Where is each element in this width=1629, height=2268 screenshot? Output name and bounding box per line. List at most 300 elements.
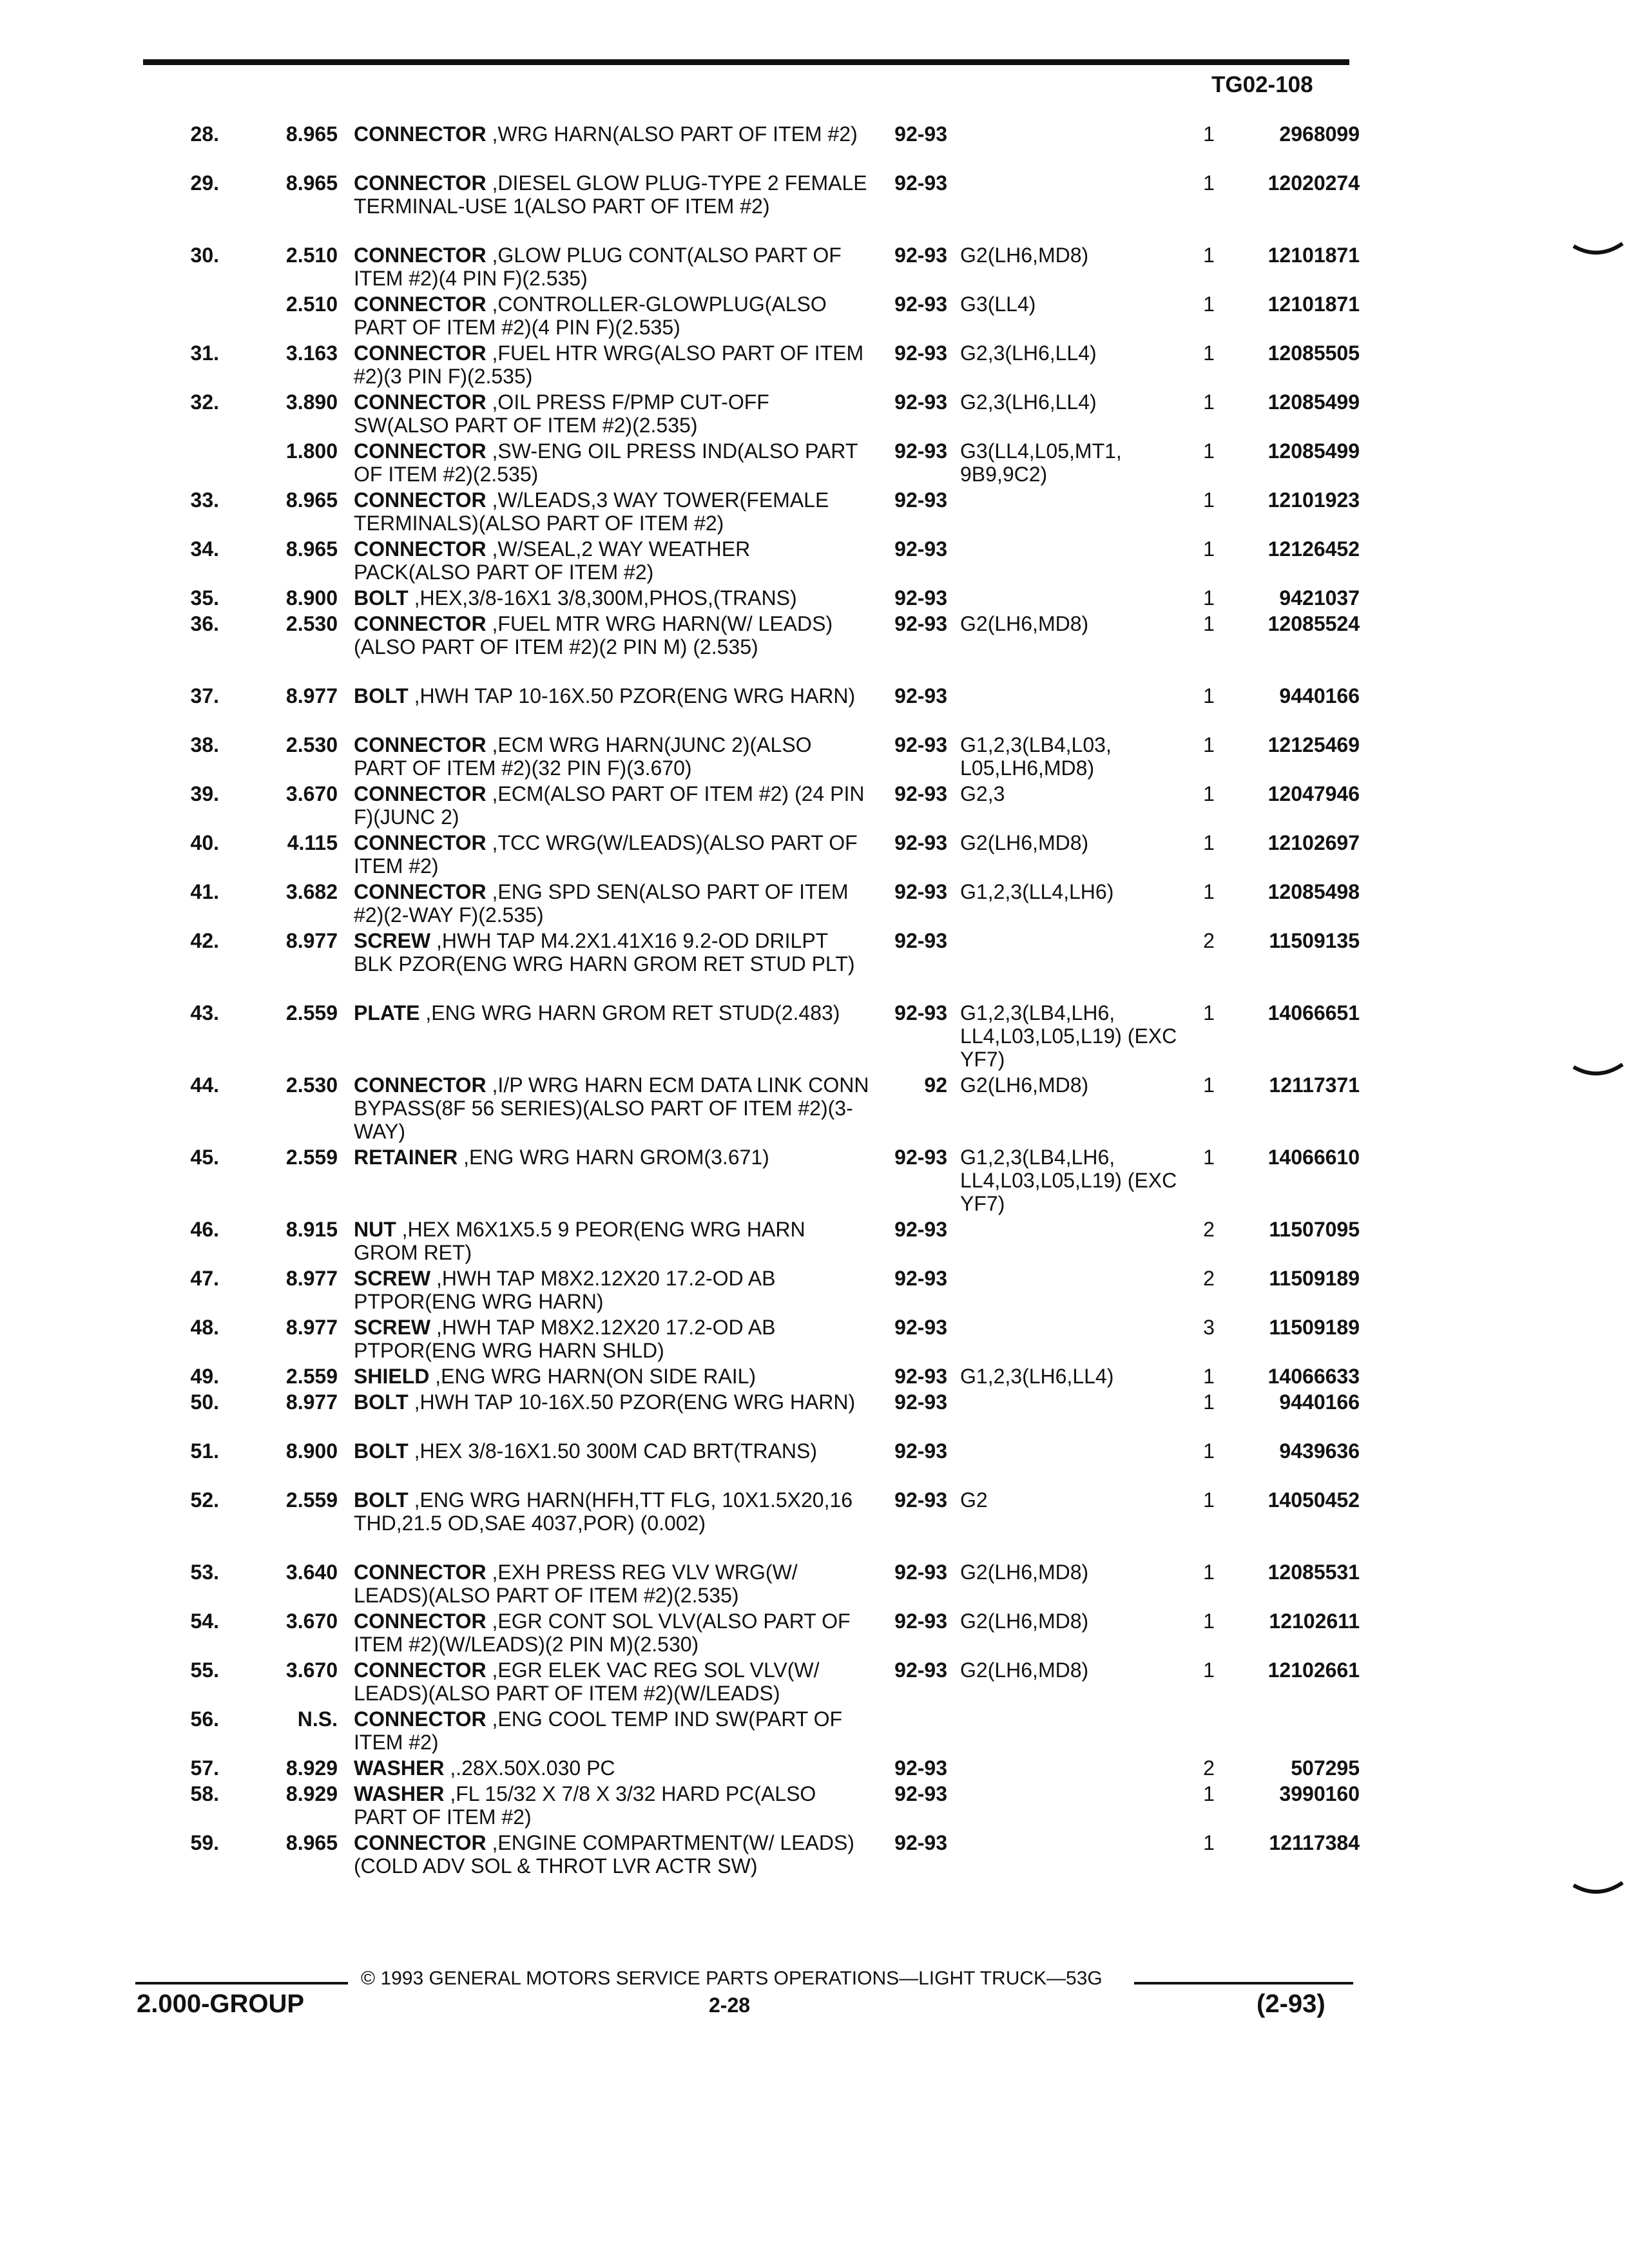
- usage-codes: G2(LH6,MD8): [960, 1658, 1089, 1682]
- model-years: 92-93: [894, 1390, 947, 1414]
- quantity: 2: [1203, 1267, 1215, 1290]
- part-number: 11507095: [1269, 1218, 1360, 1241]
- item-number: 50.: [190, 1390, 219, 1414]
- part-number: 12085498: [1268, 880, 1360, 903]
- part-description: [354, 586, 869, 610]
- quantity: 1: [1203, 1001, 1215, 1024]
- item-number: 55.: [190, 1658, 219, 1682]
- binding-mark: [1572, 241, 1624, 260]
- footer-rule-left: [135, 1982, 348, 1984]
- group-number: 2.559: [285, 1488, 338, 1512]
- part-name: SCREW: [354, 1267, 431, 1290]
- quantity: 1: [1203, 1390, 1215, 1414]
- part-detail: ,ENG WRG HARN(ON SIDE RAIL): [435, 1365, 757, 1388]
- item-number: 47.: [190, 1267, 219, 1290]
- part-number: 12117384: [1269, 1831, 1360, 1854]
- group-number: 1.800: [285, 439, 338, 463]
- item-number: 44.: [190, 1073, 219, 1097]
- table-row: [0, 1146, 1629, 1218]
- item-number: 39.: [190, 782, 219, 805]
- part-description: [354, 1488, 869, 1535]
- item-number: 51.: [190, 1439, 219, 1463]
- model-years: 92-93: [894, 1267, 947, 1290]
- item-number: 54.: [190, 1610, 219, 1633]
- model-years: 92-93: [894, 612, 947, 635]
- model-years: 92-93: [894, 1756, 947, 1780]
- binding-mark: [1572, 1062, 1624, 1081]
- part-description: [354, 1365, 869, 1388]
- part-detail: ,TCC WRG(W/LEADS)(ALSO PART OF ITEM #2): [354, 831, 858, 878]
- model-years: 92-93: [894, 1488, 947, 1512]
- quantity: 1: [1203, 831, 1215, 854]
- group-number: 2.530: [285, 733, 338, 756]
- part-number: 2968099: [1279, 122, 1360, 146]
- group-number: 3.682: [285, 880, 338, 903]
- table-row: [0, 171, 1629, 244]
- part-description: [354, 1001, 869, 1024]
- quantity: 1: [1203, 171, 1215, 195]
- quantity: 2: [1203, 929, 1215, 952]
- quantity: 1: [1203, 537, 1215, 561]
- part-name: CONNECTOR: [354, 171, 487, 195]
- table-row: [0, 439, 1629, 488]
- part-detail: ,FUEL HTR WRG(ALSO PART OF ITEM #2)(3 PIN F)(2.535): [354, 341, 864, 388]
- part-number: 12085524: [1268, 612, 1360, 635]
- part-number: 507295: [1291, 1756, 1360, 1780]
- usage-codes: G2: [960, 1488, 988, 1512]
- table-row: [0, 782, 1629, 831]
- part-number: 12102697: [1268, 831, 1360, 854]
- model-years: 92-93: [894, 1218, 947, 1241]
- model-years: 92-93: [894, 1365, 947, 1388]
- model-years: 92-93: [894, 733, 947, 756]
- footer-page-number: 2-28: [709, 1994, 751, 2017]
- model-years: 92-93: [894, 1831, 947, 1854]
- table-row: [0, 733, 1629, 782]
- part-detail: ,OIL PRESS F/PMP CUT-OFF SW(ALSO PART OF ITEM #2)(2.535): [354, 390, 769, 437]
- quantity: 1: [1203, 1782, 1215, 1805]
- quantity: 1: [1203, 586, 1215, 610]
- model-years: 92-93: [894, 1001, 947, 1024]
- table-row: [0, 831, 1629, 880]
- model-years: 92-93: [894, 488, 947, 512]
- item-number: 35.: [190, 586, 219, 610]
- quantity: 2: [1203, 1218, 1215, 1241]
- table-row: [0, 488, 1629, 537]
- part-detail: ,HWH TAP 10-16X.50 PZOR(ENG WRG HARN): [414, 684, 856, 707]
- part-detail: ,ENG WRG HARN(HFH,TT FLG, 10X1.5X20,16 THD,21.5 OD,SAE 4037,POR) (0.002): [354, 1488, 853, 1535]
- footer-section: 2.000-GROUP: [137, 1990, 305, 2018]
- part-description: [354, 293, 869, 339]
- group-number: 8.965: [285, 1831, 338, 1854]
- part-description: [354, 880, 869, 927]
- part-name: CONNECTOR: [354, 293, 487, 316]
- part-description: [354, 488, 869, 535]
- model-years: 92-93: [894, 586, 947, 610]
- part-number: 9439636: [1279, 1439, 1360, 1463]
- model-years: 92-93: [894, 684, 947, 707]
- part-name: CONNECTOR: [354, 1610, 487, 1633]
- item-number: 57.: [190, 1756, 219, 1780]
- part-number: 9440166: [1279, 684, 1360, 707]
- model-years: 92-93: [894, 439, 947, 463]
- group-number: 8.977: [285, 1316, 338, 1339]
- quantity: 1: [1203, 390, 1215, 414]
- footer-date: (2-93): [1257, 1990, 1325, 2018]
- group-number: 8.977: [285, 684, 338, 707]
- part-name: BOLT: [354, 586, 409, 610]
- part-detail: ,HEX M6X1X5.5 9 PEOR(ENG WRG HARN GROM RET): [354, 1218, 805, 1264]
- part-number: 11509135: [1269, 929, 1360, 952]
- group-number: 8.900: [285, 1439, 338, 1463]
- part-number: 12125469: [1268, 733, 1360, 756]
- quantity: 1: [1203, 1073, 1215, 1097]
- model-years: 92-93: [894, 880, 947, 903]
- group-number: 3.670: [285, 1658, 338, 1682]
- item-number: 30.: [190, 244, 219, 267]
- model-years: 92-93: [894, 1610, 947, 1633]
- part-description: [354, 1658, 869, 1705]
- group-number: 3.890: [285, 390, 338, 414]
- part-name: CONNECTOR: [354, 733, 487, 756]
- model-years: 92-93: [894, 341, 947, 365]
- item-number: 40.: [190, 831, 219, 854]
- part-name: NUT: [354, 1218, 396, 1241]
- model-years: 92-93: [894, 244, 947, 267]
- part-number: 14066651: [1268, 1001, 1360, 1024]
- quantity: 1: [1203, 612, 1215, 635]
- part-description: [354, 390, 869, 437]
- footer-copyright: © 1993 GENERAL MOTORS SERVICE PARTS OPERATIONS—LIGHT TRUCK—53G: [361, 1968, 1103, 1989]
- group-number: 8.977: [285, 929, 338, 952]
- item-number: 52.: [190, 1488, 219, 1512]
- item-number: 41.: [190, 880, 219, 903]
- group-number: 2.559: [285, 1146, 338, 1169]
- part-description: [354, 1316, 869, 1362]
- usage-codes: G1,2,3(LH6,LL4): [960, 1365, 1114, 1388]
- part-description: [354, 122, 869, 146]
- table-row: [0, 1610, 1629, 1658]
- part-description: [354, 1267, 869, 1313]
- part-name: CONNECTOR: [354, 537, 487, 561]
- model-years: 92-93: [894, 1439, 947, 1463]
- part-name: CONNECTOR: [354, 612, 487, 635]
- usage-codes: G2(LH6,MD8): [960, 244, 1089, 267]
- part-number: 11509189: [1269, 1316, 1360, 1339]
- group-number: 3.163: [285, 341, 338, 365]
- part-detail: ,ENGINE COMPARTMENT(W/ LEADS)(COLD ADV SOL & THROT LVR ACTR SW): [354, 1831, 854, 1878]
- table-row: [0, 612, 1629, 684]
- usage-codes: G2(LH6,MD8): [960, 1073, 1089, 1097]
- usage-codes: G2(LH6,MD8): [960, 1561, 1089, 1584]
- part-detail: ,HEX 3/8-16X1.50 300M CAD BRT(TRANS): [414, 1439, 818, 1463]
- group-number: 8.965: [285, 171, 338, 195]
- part-description: [354, 171, 869, 218]
- item-number: 31.: [190, 341, 219, 365]
- table-row: [0, 1561, 1629, 1610]
- group-number: 4.115: [287, 831, 338, 854]
- item-number: 48.: [190, 1316, 219, 1339]
- table-row: [0, 1218, 1629, 1267]
- usage-codes: G2,3: [960, 782, 1005, 805]
- part-detail: ,GLOW PLUG CONT(ALSO PART OF ITEM #2)(4 PIN F)(2.535): [354, 244, 842, 290]
- group-number: 3.640: [285, 1561, 338, 1584]
- usage-codes: G3(LL4,L05,MT1, 9B9,9C2): [960, 439, 1122, 486]
- table-row: [0, 929, 1629, 1001]
- part-number: 9421037: [1279, 586, 1360, 610]
- usage-codes: G2(LH6,MD8): [960, 1610, 1089, 1633]
- part-detail: ,W/LEADS,3 WAY TOWER(FEMALE TERMINALS)(ALSO PART OF ITEM #2): [354, 488, 829, 535]
- quantity: 1: [1203, 684, 1215, 707]
- model-years: 92-93: [894, 122, 947, 146]
- quantity: 1: [1203, 341, 1215, 365]
- part-description: [354, 929, 869, 975]
- group-number: 8.965: [285, 122, 338, 146]
- part-name: RETAINER: [354, 1146, 458, 1169]
- group-number: 2.559: [285, 1001, 338, 1024]
- item-number: 43.: [190, 1001, 219, 1024]
- part-detail: ,EGR CONT SOL VLV(ALSO PART OF ITEM #2)(W/LEADS)(2 PIN M)(2.530): [354, 1610, 851, 1656]
- usage-codes: G1,2,3(LB4,LH6, LL4,L03,L05,L19) (EXC YF7): [960, 1146, 1177, 1215]
- part-description: [354, 1073, 869, 1143]
- part-number: 14066610: [1268, 1146, 1360, 1169]
- part-number: 12102661: [1268, 1658, 1360, 1682]
- quantity: 1: [1203, 782, 1215, 805]
- part-description: [354, 439, 869, 486]
- binding-mark: [1572, 1880, 1624, 1899]
- part-detail: ,ENG SPD SEN(ALSO PART OF ITEM #2)(2-WAY F)(2.535): [354, 880, 849, 927]
- model-years: 92-93: [894, 1561, 947, 1584]
- part-description: [354, 1561, 869, 1607]
- model-years: 92-93: [894, 1146, 947, 1169]
- usage-codes: G3(LL4): [960, 293, 1036, 316]
- item-number: 34.: [190, 537, 219, 561]
- part-number: 12126452: [1268, 537, 1360, 561]
- item-number: 37.: [190, 684, 219, 707]
- table-row: [0, 684, 1629, 733]
- part-name: CONNECTOR: [354, 1073, 487, 1097]
- model-years: 92-93: [894, 293, 947, 316]
- quantity: 1: [1203, 439, 1215, 463]
- table-row: [0, 1782, 1629, 1831]
- part-description: [354, 537, 869, 584]
- group-number: 8.900: [285, 586, 338, 610]
- group-number: 3.670: [285, 782, 338, 805]
- part-name: BOLT: [354, 1488, 409, 1512]
- item-number: 45.: [190, 1146, 219, 1169]
- quantity: 1: [1203, 733, 1215, 756]
- part-detail: ,W/SEAL,2 WAY WEATHER PACK(ALSO PART OF ITEM #2): [354, 537, 751, 584]
- table-row: [0, 586, 1629, 612]
- model-years: 92-93: [894, 390, 947, 414]
- table-row: [0, 1365, 1629, 1390]
- table-row: [0, 341, 1629, 390]
- group-number: 2.510: [285, 244, 338, 267]
- part-name: CONNECTOR: [354, 122, 487, 146]
- part-name: CONNECTOR: [354, 341, 487, 365]
- part-number: 12117371: [1269, 1073, 1360, 1097]
- part-detail: ,HEX,3/8-16X1 3/8,300M,PHOS,(TRANS): [414, 586, 797, 610]
- part-name: CONNECTOR: [354, 1561, 487, 1584]
- part-number: 12102611: [1269, 1610, 1360, 1633]
- item-number: 56.: [190, 1707, 219, 1731]
- model-years: 92-93: [894, 1658, 947, 1682]
- footer-rule-right: [1134, 1982, 1353, 1984]
- usage-codes: G2(LH6,MD8): [960, 831, 1089, 854]
- part-description: [354, 612, 869, 658]
- table-row: [0, 122, 1629, 171]
- model-years: 92-93: [894, 537, 947, 561]
- part-number: 14050452: [1268, 1488, 1360, 1512]
- table-row: [0, 1488, 1629, 1561]
- item-number: 42.: [190, 929, 219, 952]
- part-name: CONNECTOR: [354, 782, 487, 805]
- quantity: 1: [1203, 1439, 1215, 1463]
- part-name: CONNECTOR: [354, 439, 487, 463]
- part-detail: ,ENG WRG HARN GROM RET STUD(2.483): [425, 1001, 840, 1024]
- part-number: 3990160: [1279, 1782, 1360, 1805]
- group-number: N.S.: [297, 1707, 338, 1731]
- part-detail: ,EXH PRESS REG VLV WRG(W/ LEADS)(ALSO PART OF ITEM #2)(2.535): [354, 1561, 798, 1607]
- part-detail: ,DIESEL GLOW PLUG-TYPE 2 FEMALE TERMINAL-USE 1(ALSO PART OF ITEM #2): [354, 171, 867, 218]
- part-number: 9440166: [1279, 1390, 1360, 1414]
- part-number: 12020274: [1268, 171, 1360, 195]
- part-number: 14066633: [1268, 1365, 1360, 1388]
- table-row: [0, 1267, 1629, 1316]
- part-name: CONNECTOR: [354, 1658, 487, 1682]
- part-detail: ,FL 15/32 X 7/8 X 3/32 HARD PC(ALSO PART OF ITEM #2): [354, 1782, 816, 1829]
- part-description: [354, 782, 869, 829]
- item-number: 33.: [190, 488, 219, 512]
- part-detail: ,ENG WRG HARN GROM(3.671): [463, 1146, 769, 1169]
- part-name: WASHER: [354, 1782, 445, 1805]
- usage-codes: G2(LH6,MD8): [960, 612, 1089, 635]
- part-description: [354, 1439, 869, 1463]
- usage-codes: G2,3(LH6,LL4): [960, 341, 1097, 365]
- part-description: [354, 1782, 869, 1829]
- quantity: 1: [1203, 1561, 1215, 1584]
- item-number: 28.: [190, 122, 219, 146]
- quantity: 1: [1203, 1658, 1215, 1682]
- item-number: 59.: [190, 1831, 219, 1854]
- part-description: [354, 1610, 869, 1656]
- table-row: [0, 244, 1629, 293]
- part-name: CONNECTOR: [354, 244, 487, 267]
- part-detail: ,FUEL MTR WRG HARN(W/ LEADS)(ALSO PART OF ITEM #2)(2 PIN M) (2.535): [354, 612, 833, 658]
- quantity: 1: [1203, 1610, 1215, 1633]
- part-name: SCREW: [354, 1316, 431, 1339]
- quantity: 2: [1203, 1756, 1215, 1780]
- part-description: [354, 684, 869, 707]
- group-number: 2.530: [285, 1073, 338, 1097]
- model-years: 92-93: [894, 1316, 947, 1339]
- usage-codes: G1,2,3(LB4,L03, L05,LH6,MD8): [960, 733, 1112, 780]
- part-description: [354, 1218, 869, 1264]
- quantity: 1: [1203, 1488, 1215, 1512]
- part-detail: ,WRG HARN(ALSO PART OF ITEM #2): [492, 122, 858, 146]
- parts-table: [0, 122, 1629, 1880]
- table-row: [0, 880, 1629, 929]
- page-code: TG02-108: [1211, 72, 1313, 97]
- item-number: 36.: [190, 612, 219, 635]
- part-name: CONNECTOR: [354, 880, 487, 903]
- group-number: 8.965: [285, 488, 338, 512]
- part-number: 12085531: [1268, 1561, 1360, 1584]
- part-detail: ,HWH TAP M8X2.12X20 17.2-OD AB PTPOR(ENG WRG HARN): [354, 1267, 776, 1313]
- part-number: 12101871: [1268, 244, 1360, 267]
- table-row: [0, 1073, 1629, 1146]
- item-number: 29.: [190, 171, 219, 195]
- table-row: [0, 1707, 1629, 1756]
- quantity: 1: [1203, 488, 1215, 512]
- table-row: [0, 1831, 1629, 1880]
- part-detail: ,HWH TAP 10-16X.50 PZOR(ENG WRG HARN): [414, 1390, 856, 1414]
- model-years: 92-93: [894, 1782, 947, 1805]
- part-name: CONNECTOR: [354, 488, 487, 512]
- quantity: 1: [1203, 122, 1215, 146]
- table-row: [0, 1756, 1629, 1782]
- part-number: 12047946: [1268, 782, 1360, 805]
- part-detail: ,ECM(ALSO PART OF ITEM #2) (24 PIN F)(JUNC 2): [354, 782, 865, 829]
- group-number: 8.977: [285, 1390, 338, 1414]
- part-description: [354, 1756, 869, 1780]
- part-detail: ,ECM WRG HARN(JUNC 2)(ALSO PART OF ITEM #2)(32 PIN F)(3.670): [354, 733, 812, 780]
- part-number: 12101923: [1268, 488, 1360, 512]
- table-row: [0, 390, 1629, 439]
- usage-codes: G2,3(LH6,LL4): [960, 390, 1097, 414]
- item-number: 49.: [190, 1365, 219, 1388]
- part-description: [354, 1146, 869, 1169]
- part-detail: ,.28X.50X.030 PC: [450, 1756, 615, 1780]
- part-number: 12085499: [1268, 390, 1360, 414]
- group-number: 8.929: [285, 1756, 338, 1780]
- part-name: BOLT: [354, 684, 409, 707]
- quantity: 1: [1203, 1146, 1215, 1169]
- quantity: 1: [1203, 880, 1215, 903]
- group-number: 8.965: [285, 537, 338, 561]
- part-description: [354, 1707, 869, 1754]
- part-name: CONNECTOR: [354, 1707, 487, 1731]
- part-name: SHIELD: [354, 1365, 430, 1388]
- group-number: 8.977: [285, 1267, 338, 1290]
- table-row: [0, 537, 1629, 586]
- part-description: [354, 341, 869, 388]
- part-description: [354, 831, 869, 878]
- quantity: 1: [1203, 1831, 1215, 1854]
- part-detail: ,I/P WRG HARN ECM DATA LINK CONN BYPASS(8F 56 SERIES)(ALSO PART OF ITEM #2)(3-WAY): [354, 1073, 869, 1143]
- part-detail: ,SW-ENG OIL PRESS IND(ALSO PART OF ITEM #2)(2.535): [354, 439, 858, 486]
- table-row: [0, 1390, 1629, 1439]
- usage-codes: G1,2,3(LL4,LH6): [960, 880, 1114, 903]
- part-name: BOLT: [354, 1439, 409, 1463]
- usage-codes: G1,2,3(LB4,LH6, LL4,L03,L05,L19) (EXC YF7): [960, 1001, 1177, 1071]
- group-number: 2.559: [285, 1365, 338, 1388]
- part-number: 12085499: [1268, 439, 1360, 463]
- quantity: 1: [1203, 293, 1215, 316]
- table-row: [0, 1658, 1629, 1707]
- table-row: [0, 293, 1629, 341]
- part-name: CONNECTOR: [354, 390, 487, 414]
- part-description: [354, 733, 869, 780]
- part-name: WASHER: [354, 1756, 445, 1780]
- part-number: 12101871: [1268, 293, 1360, 316]
- part-detail: ,HWH TAP M4.2X1.41X16 9.2-OD DRILPT BLK PZOR(ENG WRG HARN GROM RET STUD PLT): [354, 929, 855, 975]
- table-row: [0, 1439, 1629, 1488]
- group-number: 3.670: [285, 1610, 338, 1633]
- model-years: 92-93: [894, 171, 947, 195]
- part-description: [354, 244, 869, 290]
- table-row: [0, 1316, 1629, 1365]
